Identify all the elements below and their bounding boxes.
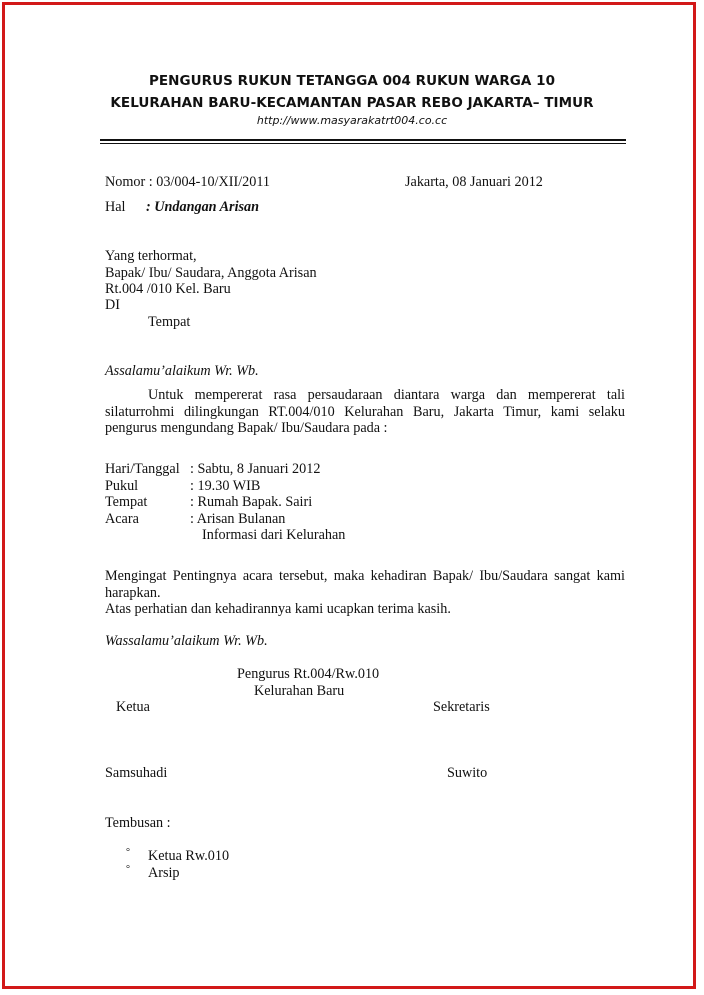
- signature-ketua-name: Samsuhadi: [105, 765, 168, 781]
- detail-acara-value2: Informasi dari Kelurahan: [202, 527, 346, 543]
- letterhead-rule-thick: [100, 139, 626, 141]
- greeting: Assalamu’alaikum Wr. Wb.: [105, 363, 259, 379]
- letterhead-line1: PENGURUS RUKUN TETANGGA 004 RUKUN WARGA 10: [148, 73, 556, 89]
- intro-paragraph: Untuk mempererat rasa persaudaraan diantara warga dan mempererat tali silaturrohmi dilingkungan RT.004/010 Kelurahan Baru, Jakarta Timur, kami selaku pengurus mengundang Bapak/ Ibu/Saudara pada :: [105, 387, 625, 436]
- recipient-line4: DI: [105, 297, 120, 313]
- signature-sekretaris-title: Sekretaris: [433, 699, 490, 715]
- signature-org2: Kelurahan Baru: [254, 683, 345, 699]
- letter-number: Nomor : 03/004-10/XII/2011: [105, 174, 270, 190]
- tembusan-item: Ketua Rw.010: [148, 848, 230, 864]
- tembusan-label: Tembusan :: [105, 815, 171, 831]
- tembusan-item: Arsip: [148, 865, 180, 881]
- letterhead-rule-thin: [100, 143, 626, 144]
- signature-sekretaris-name: Suwito: [447, 765, 488, 781]
- subject-value: : Undangan Arisan: [146, 199, 260, 215]
- closing-salam: Wassalamu’alaikum Wr. Wb.: [105, 633, 268, 649]
- subject-label: Hal: [105, 199, 126, 215]
- recipient-line1: Yang terhormat,: [105, 248, 197, 264]
- recipient-line3: Rt.004 /010 Kel. Baru: [105, 281, 231, 297]
- closing-thanks: Atas perhatian dan kehadirannya kami ucapkan terima kasih.: [105, 601, 451, 617]
- signature-org1: Pengurus Rt.004/Rw.010: [237, 666, 380, 682]
- letterhead-url: http://www.masyarakatrt004.co.cc: [256, 114, 448, 127]
- closing-paragraph: Mengingat Pentingnya acara tersebut, maka kehadiran Bapak/ Ibu/Saudara sangat kami harapkan.: [105, 568, 625, 601]
- detail-acara-value: : Arisan Bulanan: [190, 511, 286, 527]
- detail-tempat-label: Tempat: [105, 494, 148, 510]
- recipient-line2: Bapak/ Ibu/ Saudara, Anggota Arisan: [105, 265, 317, 281]
- detail-hari-label: Hari/Tanggal: [105, 461, 180, 477]
- detail-tempat-value: : Rumah Bapak. Sairi: [190, 494, 313, 510]
- list-bullet-icon: °: [126, 864, 130, 875]
- detail-pukul-label: Pukul: [105, 478, 139, 494]
- signature-ketua-title: Ketua: [116, 699, 150, 715]
- detail-pukul-value: : 19.30 WIB: [190, 478, 261, 494]
- detail-acara-label: Acara: [105, 511, 139, 527]
- list-bullet-icon: °: [126, 847, 130, 858]
- letterhead-line2: KELURAHAN BARU-KECAMANTAN PASAR REBO JAKARTA– TIMUR: [110, 95, 594, 111]
- recipient-line5: Tempat: [148, 314, 191, 330]
- detail-hari-value: : Sabtu, 8 Januari 2012: [190, 461, 321, 477]
- letter-date: Jakarta, 08 Januari 2012: [405, 174, 543, 190]
